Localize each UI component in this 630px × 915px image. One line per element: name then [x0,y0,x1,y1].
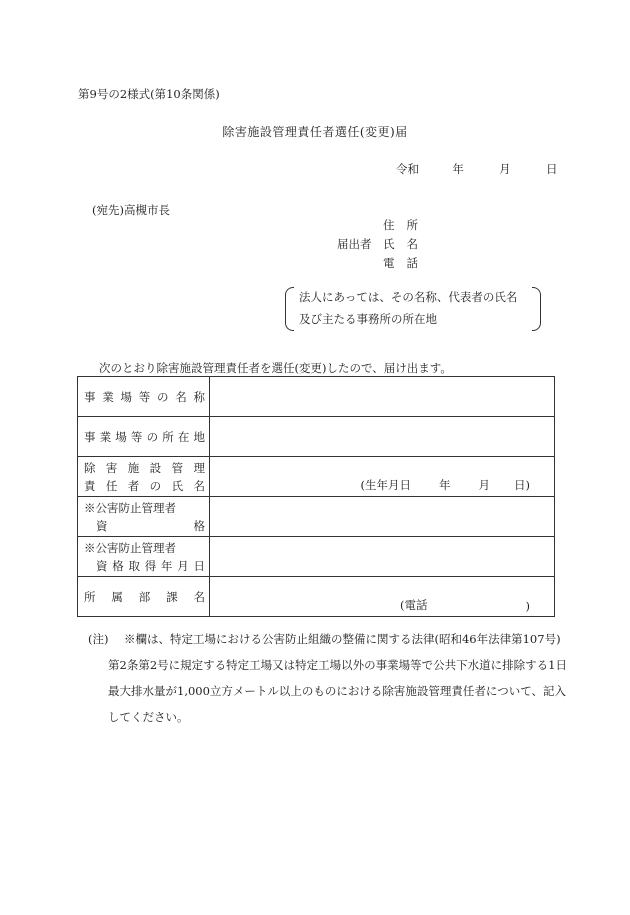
applicant-label: 届出者 [337,237,372,251]
manager-name-label: 除 害 施 設 管 理 責 任 者 の 氏 名 [78,457,210,497]
business-location-label: 事 業 場 等 の 所 在 地 [78,417,210,457]
right-bracket [532,287,541,331]
corporate-note [285,287,541,331]
form-number: 第9号の2様式(第10条関係) [78,87,220,101]
footnote-head: (注) [88,632,109,646]
date-era: 令和 [396,162,419,176]
left-bracket [285,287,294,331]
footnote-text: ※欄は、特定工場における公害防止組織の整備に関する法律(昭和46年法律第107号)第2条第2号に規定する特定工場又は特定工場以外の事業場等で公共下水道に排除する1日最大排水量が1,000立方メートル以上のものにおける除害施設管理責任者について、記入してください。 [108,632,567,724]
applicant-name-label: 氏 名 [383,237,418,251]
manager-name-field[interactable] [210,457,555,497]
department-field[interactable] [210,577,555,617]
table-row [78,417,555,457]
table-row [78,497,555,537]
department-phone-open: (電話 [400,598,428,612]
footnote [88,626,568,730]
corporate-note-line1: 法人にあっては、その名称、代表者の氏名 [299,290,518,304]
qualification-label: ※公害防止管理者 資 格 [78,497,210,537]
qualification-field[interactable] [210,497,555,537]
department-label: 所 属 部 課 名 [78,577,210,617]
qualification-date-field[interactable] [210,537,555,577]
business-name-field[interactable] [210,377,555,417]
business-name-label: 事 業 場 等 の 名 称 [78,377,210,417]
applicant-address-label: 住 所 [383,218,418,232]
date-line [396,161,557,177]
addressee: (宛先)高槻市長 [92,203,170,217]
table-row [78,377,555,417]
table-row [78,537,555,577]
table-row [78,457,555,497]
corporate-note-line2: 及び主たる事務所の所在地 [299,312,437,326]
intro-text: 次のとおり除害施設管理責任者を選任(変更)したので、届け出ます。 [99,361,452,375]
applicant-phone-label: 電 話 [383,256,418,270]
department-phone-close: ) [525,599,530,613]
form-table [77,376,555,617]
business-location-field[interactable] [210,417,555,457]
date-year: 年 [452,162,464,176]
table-row [78,577,555,617]
birth-date: (生年月日 年 月 日) [360,478,530,492]
document-title: 除害施設管理責任者選任(変更)届 [222,125,408,139]
qualification-date-label: ※公害防止管理者 資 格 取 得 年 月 日 [78,537,210,577]
date-day: 日 [545,162,558,176]
date-month: 月 [499,162,511,176]
